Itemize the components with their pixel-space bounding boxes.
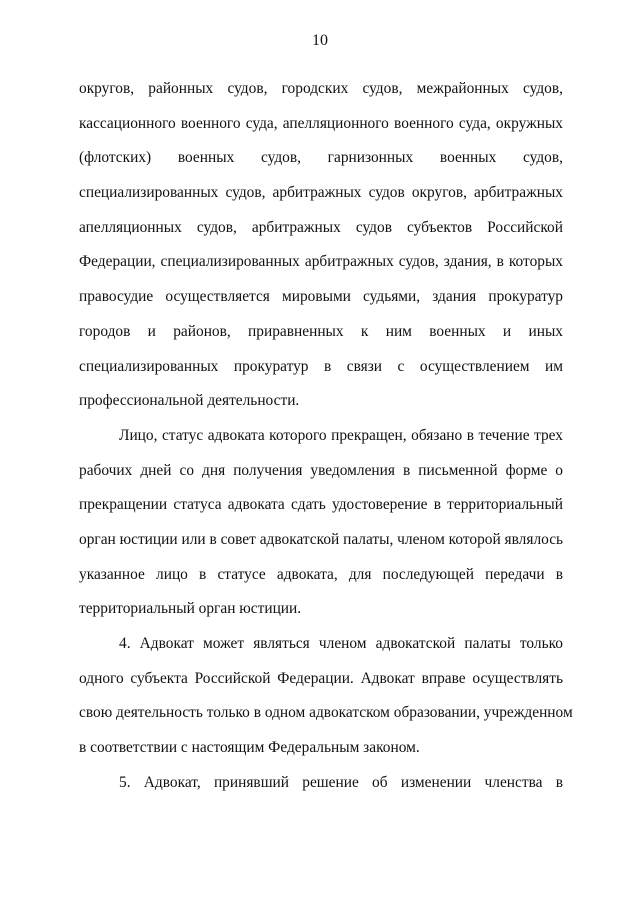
page-number: 10 bbox=[312, 32, 328, 49]
text-line: специализированных прокуратур в связи с осуществлением им bbox=[79, 357, 563, 375]
text-line: кассационного военного суда, апелляционного военного суда, окружных bbox=[79, 114, 563, 132]
text-line: 5. Адвокат, принявший решение об изменении членства в bbox=[119, 774, 563, 791]
text-line: профессиональной деятельности. bbox=[79, 392, 300, 410]
text-line: прекращении статуса адвоката сдать удостоверение в территориальный bbox=[79, 496, 563, 514]
text-line: округов, районных судов, городских судов, межрайонных судов, bbox=[79, 80, 563, 97]
text-line: Федерации, специализированных арбитражных судов, здания, в которых bbox=[79, 253, 563, 271]
text-line: апелляционных судов, арбитражных судов субъектов Российской bbox=[79, 218, 563, 236]
text-line: орган юстиции или в совет адвокатской палаты, членом которой являлось bbox=[79, 531, 564, 549]
paragraph-2 bbox=[79, 419, 563, 627]
text-line: одного субъекта Российской Федерации. Адвокат вправе осуществлять bbox=[79, 669, 563, 687]
text-line: 4. Адвокат может являться членом адвокатской палаты только bbox=[119, 635, 563, 652]
paragraph-1 bbox=[79, 72, 563, 419]
text-line: (флотских) военных судов, гарнизонных военных судов, bbox=[79, 149, 563, 167]
text-line: свою деятельность только в одном адвокатском образовании, учрежденном bbox=[79, 704, 573, 722]
text-line: территориальный орган юстиции. bbox=[79, 600, 302, 618]
paragraph-4 bbox=[79, 766, 563, 801]
text-line: городов и районов, приравненных к ним военных и иных bbox=[79, 322, 563, 340]
text-line: специализированных судов, арбитражных судов округов, арбитражных bbox=[79, 184, 563, 202]
paragraph-3 bbox=[79, 627, 573, 766]
text-line: в соответствии с настоящим Федеральным законом. bbox=[79, 739, 420, 757]
text-line: рабочих дней со дня получения уведомления в письменной форме о bbox=[79, 461, 563, 479]
text-line: указанное лицо в статусе адвоката, для последующей передачи в bbox=[79, 565, 563, 583]
text-line: правосудие осуществляется мировыми судьями, здания прокуратур bbox=[79, 288, 563, 306]
text-line: Лицо, статус адвоката которого прекращен, обязано в течение трех bbox=[119, 427, 563, 444]
